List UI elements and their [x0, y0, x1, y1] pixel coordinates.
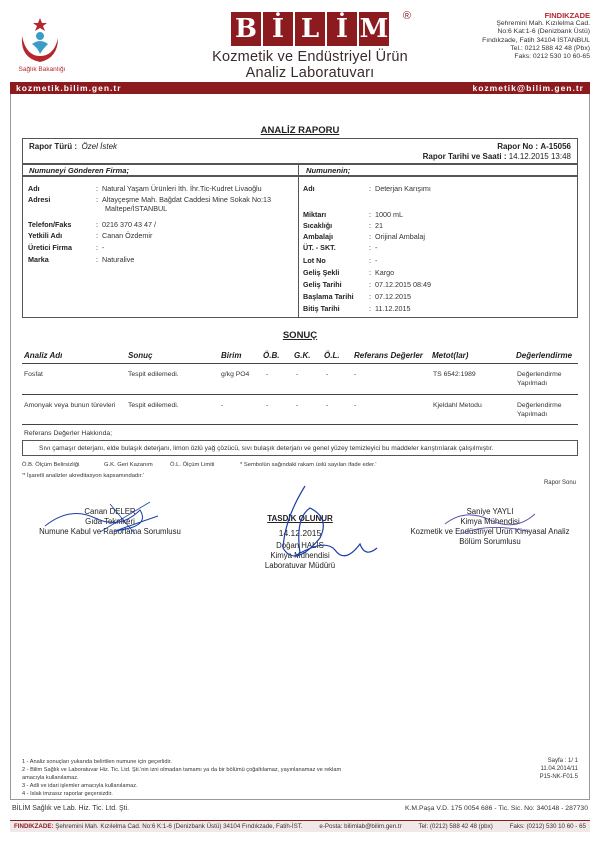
results-title: SONUÇ [282, 330, 318, 341]
director-signature-icon [265, 478, 385, 578]
footnote: 3 - Adli ve idari işlemler amacıyla kullanılamaz. [22, 783, 138, 789]
kv-value: 11.12.2015 [375, 304, 411, 313]
results-header [22, 346, 578, 364]
cell-result: Tespit edilemedi. [128, 371, 179, 378]
kv-key: Üretici Firma [28, 243, 72, 252]
legend-star: * Sembolün sağındaki rakam üslü sayıları ifade eder.' [240, 462, 377, 468]
report-type [29, 142, 117, 151]
kv-sep: : [369, 184, 375, 193]
cell-ob: - [266, 402, 269, 409]
kv-sep: : [369, 292, 375, 301]
kv-sep: : [369, 268, 375, 277]
kv-key: Ambalajı [303, 232, 333, 241]
kv-key: Geliş Şekli [303, 268, 340, 277]
kv-sep: : [96, 231, 102, 240]
col-analysis: Analiz Adı [24, 351, 63, 360]
footer-fax: Faks: (0212) 530 10 60 - 65 [509, 823, 586, 830]
signer-name: Doğan HALİS [276, 541, 324, 550]
footnotes [22, 758, 352, 798]
address-line: Tel.: 0212 588 42 48 (Pbx) [510, 44, 590, 52]
sample-name-row [303, 184, 431, 193]
reference-label: Referans Değerler Hakkında; [24, 430, 113, 437]
cell-reference: - [354, 371, 357, 378]
col-reference: Referans Değerler [354, 351, 423, 360]
kv-sep: : [369, 210, 375, 219]
report-type-label: Rapor Türü : [29, 142, 77, 151]
signer-title: Kimya Mühendisi [270, 551, 330, 560]
footer-location-address: Şehremini Mah. Kızılelma Cad. No:6 K:1-6 (Denizbank Üstü) 34104 Fındıkzade, Fatih-İST. [55, 823, 303, 830]
kv-value: 0216 370 43 47 / [102, 220, 156, 229]
report-no-value: A-15056 [540, 142, 571, 151]
sample-end-row [303, 304, 410, 313]
sender-address-row-2 [105, 204, 167, 213]
address-line: No:6 Kat:1-6 (Denizbank Üstü) [497, 28, 590, 36]
legend-gk: G.K. Geri Kazanım [104, 462, 153, 468]
kv-sep: : [369, 243, 375, 252]
col-result: Sonuç [128, 351, 153, 360]
cell-method: TS 6542:1989 [433, 371, 476, 378]
kv-value: 07.12.2015 [375, 292, 411, 301]
kv-value: Deterjan Karışımı [375, 184, 431, 193]
ministry-label: Sağlık Bakanlığı [18, 66, 66, 73]
kv-key: Bitiş Tarihi [303, 304, 340, 313]
accreditation-note: '* İşaretli analizler akreditasyon kapsamındadır.' [22, 473, 145, 479]
kv-value: Kargo [375, 268, 395, 277]
kv-sep: : [96, 220, 102, 229]
cell-evaluation: Değerlendirme [517, 371, 562, 378]
report-title: ANALİZ RAPORU [260, 125, 340, 136]
sender-brand-row [28, 255, 134, 264]
signature-scribble-icon [440, 504, 540, 540]
approval-date: 14.12.2015 [278, 528, 322, 538]
kv-key: Marka [28, 255, 49, 264]
kv-key: Geliş Tarihi [303, 280, 342, 289]
kv-sep: : [369, 280, 375, 289]
col-ol: Ö.L. [324, 351, 340, 360]
form-code: P15-NK-F01.5 [539, 773, 578, 780]
cell-ob: - [266, 371, 269, 378]
approval-heading: TASDİK OLUNUR [267, 514, 333, 523]
kv-value: 21 [375, 221, 383, 230]
cell-result: Tespit edilemedi. [128, 402, 179, 409]
section-labels [22, 164, 578, 176]
row-divider [22, 424, 578, 425]
footnote: 1 - Analiz sonuçları yukarıda belirtilen numune için geçerlidir. [22, 759, 172, 765]
website-link[interactable]: kozmetik.bilim.gen.tr [16, 83, 122, 93]
col-gk: G.K. [294, 351, 311, 360]
kv-key: Başlama Tarihi [303, 292, 354, 301]
kv-sep: : [369, 232, 375, 241]
col-ob: Ö.B. [263, 351, 280, 360]
address-title: FINDIKZADE [544, 11, 590, 20]
address-line: Faks: 0212 530 10 60-65 [514, 53, 590, 61]
signer-role: Kozmetik ve Endüstriyel Ürün Kimyasal Analiz [410, 527, 570, 536]
brand-line-1: Kozmetik ve Endüstriyel Ürün [212, 49, 408, 65]
cell-evaluation-2: Yapılmadı [517, 411, 548, 418]
sender-name-row [28, 184, 262, 193]
footer-address [14, 823, 303, 830]
report-no-label: Rapor No : [497, 142, 539, 151]
kv-key: ÜT. - SKT. [303, 243, 336, 252]
page-number: Sayfa : 1/ 1 [547, 758, 578, 764]
cell-reference: - [354, 402, 357, 409]
cell-ol: - [326, 371, 329, 378]
kv-key: Sıcaklığı [303, 221, 333, 230]
kv-sep: : [369, 256, 375, 265]
reference-box [22, 440, 578, 456]
report-date-label: Rapor Tarihi ve Saati : [422, 152, 507, 161]
signer-title: Kimya Mühendisi [460, 517, 520, 526]
sample-start-row [303, 292, 411, 301]
form-date: 11.04.2014/11 [540, 765, 578, 772]
kv-value: - [375, 243, 378, 252]
signer-role: Numune Kabul ve Raporlama Sorumlusu [39, 527, 181, 536]
reference-text: Sıvı çamaşır deterjanı, elde bulaşık deterjanı, limon özlü yağ çözücü, sıvı bulaşık deterjanı ve genel yüzey temizleyici bu maddeler karıştırılarak çalışılmıştır. [39, 445, 494, 452]
brand-letter: B [231, 12, 261, 46]
signature-scribble-icon [40, 496, 170, 538]
kv-value: Altayçeşme Mah. Bağdat Caddesi Mine Sokak No:13 [102, 195, 271, 204]
brand-line-2: Analiz Laboratuvarı [245, 65, 375, 81]
cell-ol: - [326, 402, 329, 409]
company-name: BİLİM Sağlık ve Lab. Hiz. Tic. Ltd. Şti. [12, 805, 130, 812]
kv-value: - [375, 256, 378, 265]
sample-temp-row [303, 221, 383, 230]
brand-logo [205, 12, 415, 81]
footer-band [10, 820, 590, 832]
kv-sep: : [96, 255, 102, 264]
kv-sep: : [96, 243, 102, 252]
sender-manufacturer-row [28, 243, 104, 252]
report-date [423, 152, 571, 161]
header-band [10, 82, 590, 94]
kv-value: Maltepe/İSTANBUL [105, 204, 168, 213]
col-evaluation: Değerlendirme [516, 351, 573, 360]
kv-key: Miktarı [303, 210, 327, 219]
email-link[interactable]: kozmetik@bilim.gen.tr [472, 83, 584, 93]
cell-evaluation: Değerlendirme [517, 402, 562, 409]
cell-evaluation-2: Yapılmadı [517, 380, 548, 387]
tax-info: K.M.Paşa V.D. 175 0054 686 - Tic. Sic. No: 340148 - 287730 [404, 805, 588, 812]
footer-tel: Tel: (0212) 588 42 48 (pbx) [418, 823, 493, 830]
col-unit: Birim [221, 351, 242, 360]
cell-unit: g/kg PO4 [221, 371, 250, 378]
sender-authorized-row [28, 231, 152, 240]
footnote: 4 - Islak imzasız raporlar geçersizdir. [22, 791, 113, 797]
cell-analysis: Fosfat [24, 371, 43, 378]
kv-key: Adı [28, 184, 40, 193]
kv-key: Yetkili Adı [28, 231, 63, 240]
report-type-value: Özel İstek [81, 142, 118, 151]
row-divider [22, 394, 578, 395]
header-address [460, 12, 590, 61]
page-info [498, 758, 578, 781]
signer-name: Canan DELER [84, 507, 136, 516]
sender-section-label: Numuneyi Gönderen Firma; [29, 166, 129, 175]
sample-qty-row [303, 210, 403, 219]
brand-letter: L [295, 12, 325, 46]
cell-unit: - [221, 402, 224, 409]
sample-dates-row [303, 243, 377, 252]
divider [298, 165, 299, 175]
brand-letter: M [359, 14, 389, 44]
signer-role: Laboratuvar Müdürü [264, 561, 336, 570]
kv-key: Telefon/Faks [28, 220, 72, 229]
kv-sep: : [369, 221, 375, 230]
kv-value: Naturalive [102, 255, 135, 264]
signer-role-2: Bölüm Sorumlusu [459, 537, 521, 546]
sample-arrival-row [303, 268, 394, 277]
footnote: 2 - Bilim Sağlık ve Laboratuvar Hiz. Tic. Ltd. Şti.'nin izni olmadan tamamı ya da bir bölümü çoğaltılamaz, yayınlanamaz ve reklam amacıyla kullanılamaz. [22, 767, 342, 781]
kv-sep: : [369, 304, 375, 313]
kv-key: Adı [303, 184, 315, 193]
address-line: Şehremini Mah. Kızılelma Cad. [496, 20, 590, 28]
brand-letter: İ [327, 12, 357, 46]
brand-letters [205, 12, 415, 46]
kv-value: 1000 mL [375, 210, 403, 219]
cell-gk: - [296, 402, 299, 409]
signer-title: Gıda Teknikeri [85, 517, 135, 526]
sample-lot-row [303, 256, 377, 265]
kv-sep: : [96, 195, 102, 204]
report-end: Rapor Sonu [543, 480, 576, 486]
kv-value: Natural Yaşam Ürünleri İth. İhr.Tic-Kudret Livaoğlu [102, 184, 262, 193]
legend-ol: Ö.L. Ölçüm Limiti [170, 462, 215, 468]
ministry-logo [10, 14, 70, 76]
kv-value: Orijinal Ambalaj [375, 232, 425, 241]
kv-key: Adresi [28, 195, 51, 204]
ministry-emblem-icon [10, 14, 70, 66]
report-date-value: 14.12.2015 13:48 [508, 152, 571, 161]
kv-sep: : [96, 184, 102, 193]
brand-letter: İ [263, 12, 293, 46]
address-line: Fındıkzade, Fatih 34104 İSTANBUL [482, 36, 590, 44]
report-no [497, 142, 571, 151]
cell-method: Kjeldahl Metodu [433, 402, 482, 409]
kv-key: Lot No [303, 256, 326, 265]
kv-value: Canan Özdemir [102, 231, 153, 240]
sample-arrival-date-row [303, 280, 431, 289]
registered-mark: ® [402, 10, 411, 22]
kv-value: 07.12.2015 08:49 [375, 280, 431, 289]
footer-email[interactable]: e-Posta: bilimlab@bilim.gen.tr [319, 823, 402, 830]
sample-section-label: Numunenin; [306, 166, 351, 175]
col-method: Metot(lar) [432, 351, 469, 360]
cell-gk: - [296, 371, 299, 378]
sample-package-row [303, 232, 425, 241]
sender-address-row [28, 195, 271, 204]
divider [298, 177, 299, 317]
signer-name: Saniye YAYLI [466, 507, 514, 516]
report-info-box [22, 138, 578, 164]
sender-phone-row [28, 220, 156, 229]
legend-ob: Ö.B. Ölçüm Belirsizliği [22, 462, 80, 468]
cell-analysis: Amonyak veya bunun türevleri [24, 402, 116, 409]
footer-location-title: FINDIKZADE: [14, 823, 54, 830]
kv-value: - [102, 243, 105, 252]
